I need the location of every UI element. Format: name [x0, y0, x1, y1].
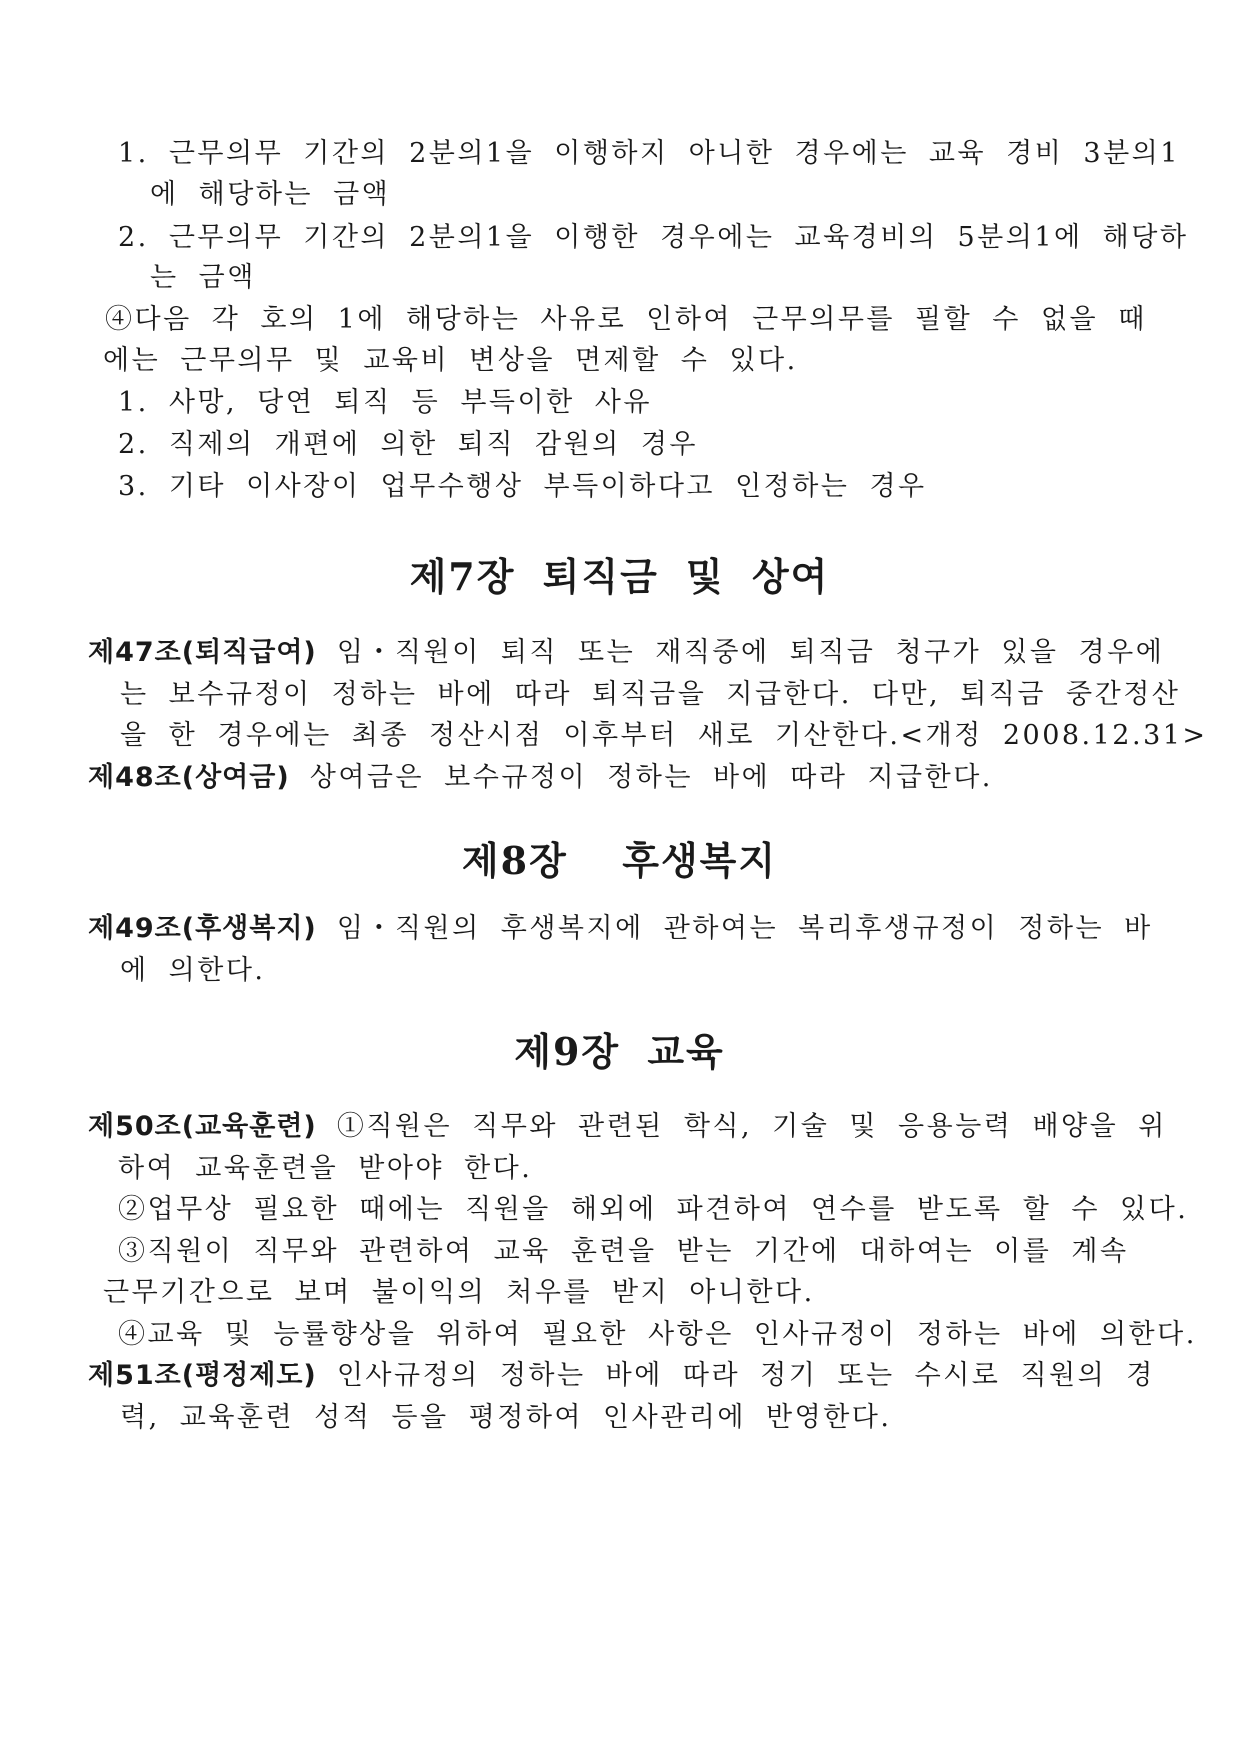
- paragraph-line: ④다음 각 호의 1에 해당하는 사유로 인하여 근무의무를 필할 수 없을 때: [105, 304, 1147, 335]
- article-text: ①직원은 직무와 관련된 학식, 기술 및 응용능력 배양을 위: [316, 1111, 1167, 1142]
- article-text: 하여 교육훈련을 받아야 한다.: [118, 1153, 533, 1184]
- list-item: 3. 기타 이사장이 업무수행상 부득이하다고 인정하는 경우: [118, 471, 927, 502]
- article-heading: 제49조(후생복지): [88, 913, 317, 944]
- list-item-continuation: 는 금액: [150, 262, 256, 293]
- list-item: 1. 사망, 당연 퇴직 등 부득이한 사유: [118, 387, 652, 418]
- article-heading: 제48조(상여금): [88, 762, 290, 793]
- article-text: 임・직원의 후생복지에 관하여는 복리후생규정이 정하는 바: [316, 913, 1153, 944]
- list-item: 1. 근무의무 기간의 2분의1을 이행하지 아니한 경우에는 교육 경비 3분의1: [118, 138, 1180, 169]
- article-text: 인사규정의 정하는 바에 따라 정기 또는 수시로 직원의 경: [316, 1360, 1155, 1391]
- article-text: 력, 교육훈련 성적 등을 평정하여 인사관리에 반영한다.: [120, 1402, 892, 1433]
- list-item: 2. 직제의 개편에 의한 퇴직 감원의 경우: [118, 429, 698, 460]
- article-48: [88, 761, 993, 795]
- list-item-continuation: 에 해당하는 금액: [150, 179, 391, 210]
- article-text: ④교육 및 능률향상을 위하여 필요한 사항은 인사규정이 정하는 바에 의한다.: [118, 1319, 1197, 1350]
- article-text: 근무기간으로 보며 불이익의 처우를 받지 아니한다.: [103, 1277, 815, 1308]
- article-heading: 제47조(퇴직급여): [88, 637, 317, 668]
- chapter-title: 제8장 후생복지: [461, 838, 778, 883]
- article-text: ②업무상 필요한 때에는 직원을 해외에 파견하여 연수를 받도록 할 수 있다.: [118, 1194, 1189, 1225]
- paragraph-line: 에는 근무의무 및 교육비 변상을 면제할 수 있다.: [103, 345, 798, 376]
- article-47: [88, 636, 1164, 670]
- article-text: 임・직원이 퇴직 또는 재직중에 퇴직금 청구가 있을 경우에: [316, 637, 1165, 668]
- chapter-title: 제7장 퇴직금 및 상여: [409, 554, 830, 599]
- article-text: 에 의한다.: [120, 955, 266, 986]
- article-49: [88, 912, 1153, 946]
- article-heading: 제51조(평정제도): [88, 1360, 317, 1391]
- article-text: 을 한 경우에는 최종 정산시점 이후부터 새로 기산한다.<개정 2008.12.31>: [120, 720, 1208, 751]
- article-50: [88, 1110, 1167, 1144]
- list-item: 2. 근무의무 기간의 2분의1을 이행한 경우에는 교육경비의 5분의1에 해당하: [118, 222, 1189, 253]
- article-text: ③직원이 직무와 관련하여 교육 훈련을 받는 기간에 대하여는 이를 계속: [118, 1236, 1129, 1267]
- article-51: [88, 1359, 1155, 1393]
- article-heading: 제50조(교육훈련): [88, 1111, 317, 1142]
- chapter-title: 제9장 교육: [514, 1029, 725, 1074]
- article-text: 는 보수규정이 정하는 바에 따라 퇴직금을 지급한다. 다만, 퇴직금 중간정산: [120, 679, 1181, 710]
- article-text: 상여금은 보수규정이 정하는 바에 따라 지급한다.: [289, 762, 993, 793]
